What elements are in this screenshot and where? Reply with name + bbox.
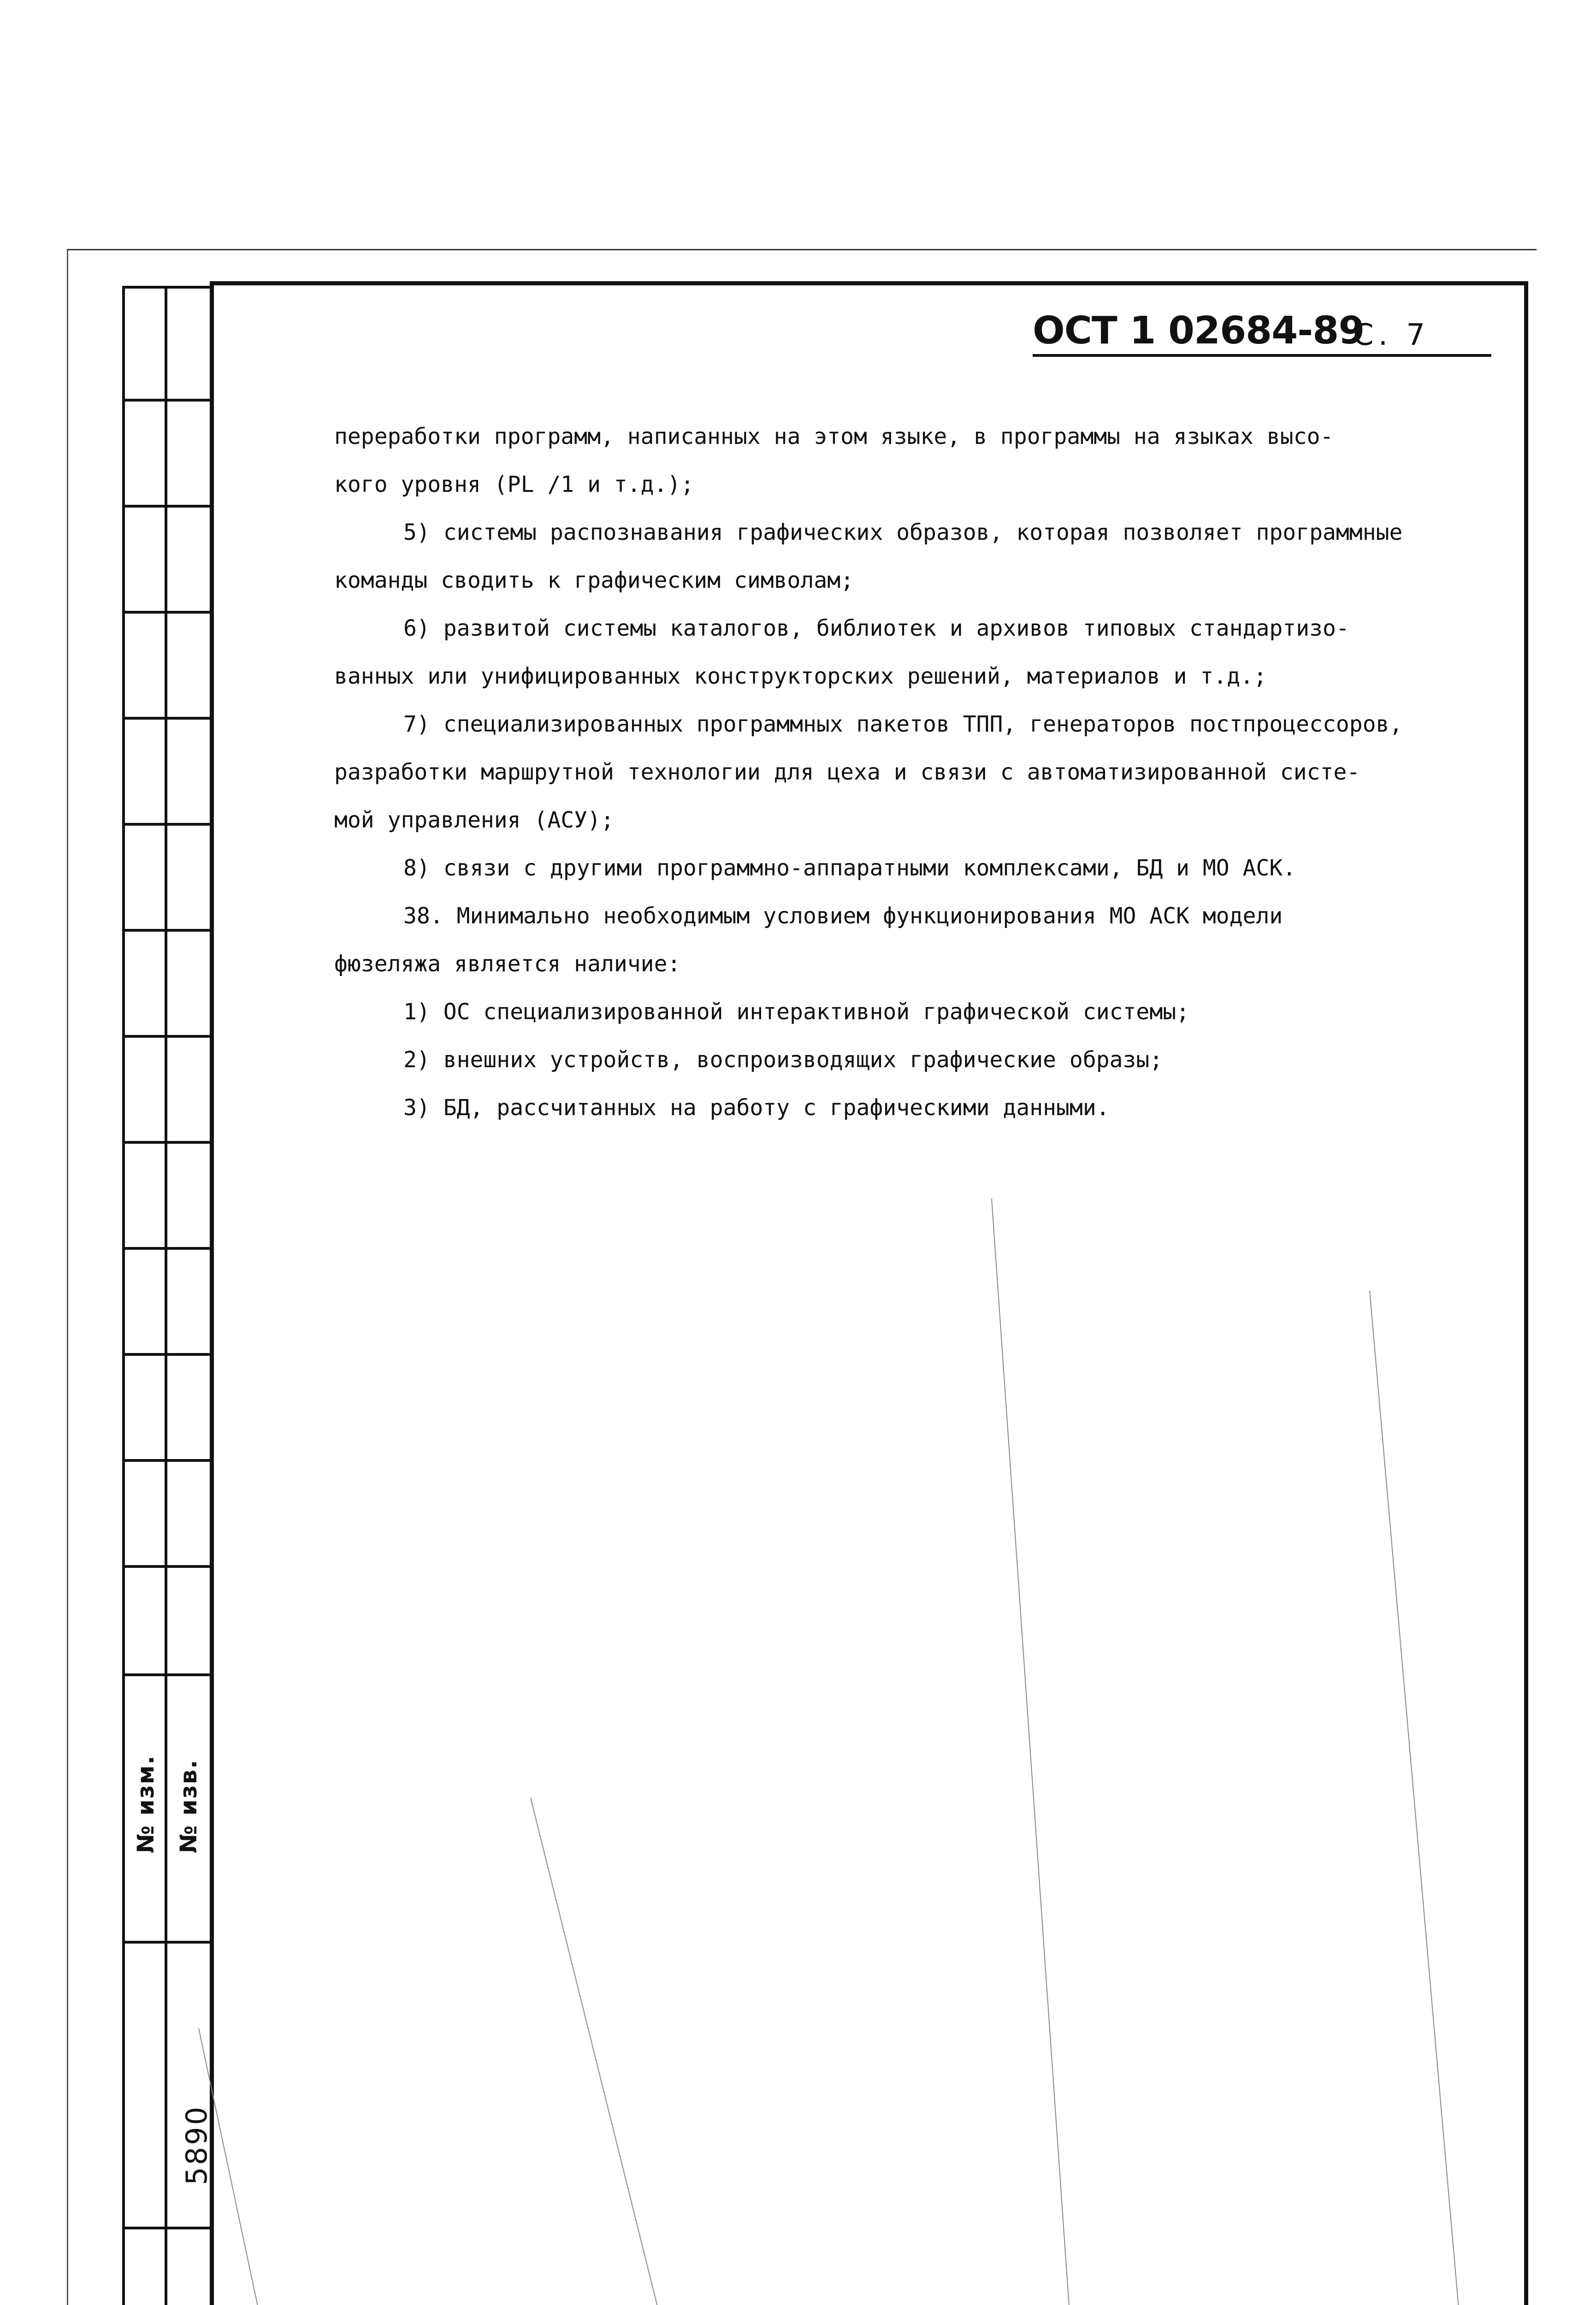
text-line: 7) специализированных программных пакетов ТПП, генераторов постпроцессоров, (403, 711, 1403, 737)
side-table-row-line (122, 1673, 212, 1676)
side-table-row-line (122, 505, 212, 508)
document-body (334, 413, 1468, 1132)
side-table-row-line (122, 1035, 212, 1038)
text-line: 3) БД, рассчитанных на работу с графическими данными. (403, 1095, 1110, 1121)
side-table (122, 286, 212, 2305)
side-table-row-line (122, 717, 212, 720)
side-table-row-line (122, 929, 212, 932)
text-line: 5) системы распознавания графических образов, которая позволяет программные (403, 520, 1403, 545)
side-table-row-line (122, 2227, 212, 2229)
text-line: команды сводить к графическим символам; (334, 567, 854, 593)
side-table-row-line (122, 823, 212, 826)
notice-no-label: № изв. (175, 1759, 202, 1853)
text-line: 2) внешних устройств, воспроизводящих графические образы; (403, 1047, 1163, 1073)
text-line: разработки маршрутной технологии для цеха и связи с автоматизированной систе- (334, 759, 1360, 785)
header-underline (1033, 354, 1491, 357)
text-line: переработки программ, написанных на этом языке, в программы на языках высо- (334, 424, 1334, 449)
page-number: С. 7 (1353, 318, 1430, 352)
side-table-row-line (122, 611, 212, 614)
side-table-row-line (122, 1353, 212, 1356)
side-table-row-line (122, 1565, 212, 1568)
change-no-label: № изм. (132, 1755, 159, 1853)
text-line: кого уровня (PL /1 и т.д.); (334, 472, 694, 497)
side-table-row-line (122, 399, 212, 402)
side-table-divider (165, 286, 167, 2305)
side-table-row-line (122, 1247, 212, 1250)
text-line: 38. Минимально необходимым условием функционирования МО АСК модели (403, 903, 1283, 929)
document-code: ОСТ 1 02684-89 (1033, 309, 1365, 353)
side-table-row-line (122, 286, 212, 289)
text-line: фюзеляжа является наличие: (334, 951, 681, 977)
text-line: 1) ОС специализированной интерактивной графической системы; (403, 999, 1190, 1025)
side-table-row-line (122, 1941, 212, 1944)
original-inventory-number: 5890 (180, 2105, 213, 2185)
text-line: 6) развитой системы каталогов, библиотек и архивов типовых стандартизо- (403, 615, 1349, 641)
text-line: 8) связи с другими программно-аппаратными комплексами, БД и МО АСК. (403, 855, 1296, 881)
side-table-row-line (122, 1141, 212, 1144)
text-line: ванных или унифицированных конструкторских решений, материалов и т.д.; (334, 663, 1267, 689)
side-table-border (122, 286, 125, 2305)
side-table-row-line (122, 1459, 212, 1462)
text-line: мой управления (АСУ); (334, 807, 614, 833)
